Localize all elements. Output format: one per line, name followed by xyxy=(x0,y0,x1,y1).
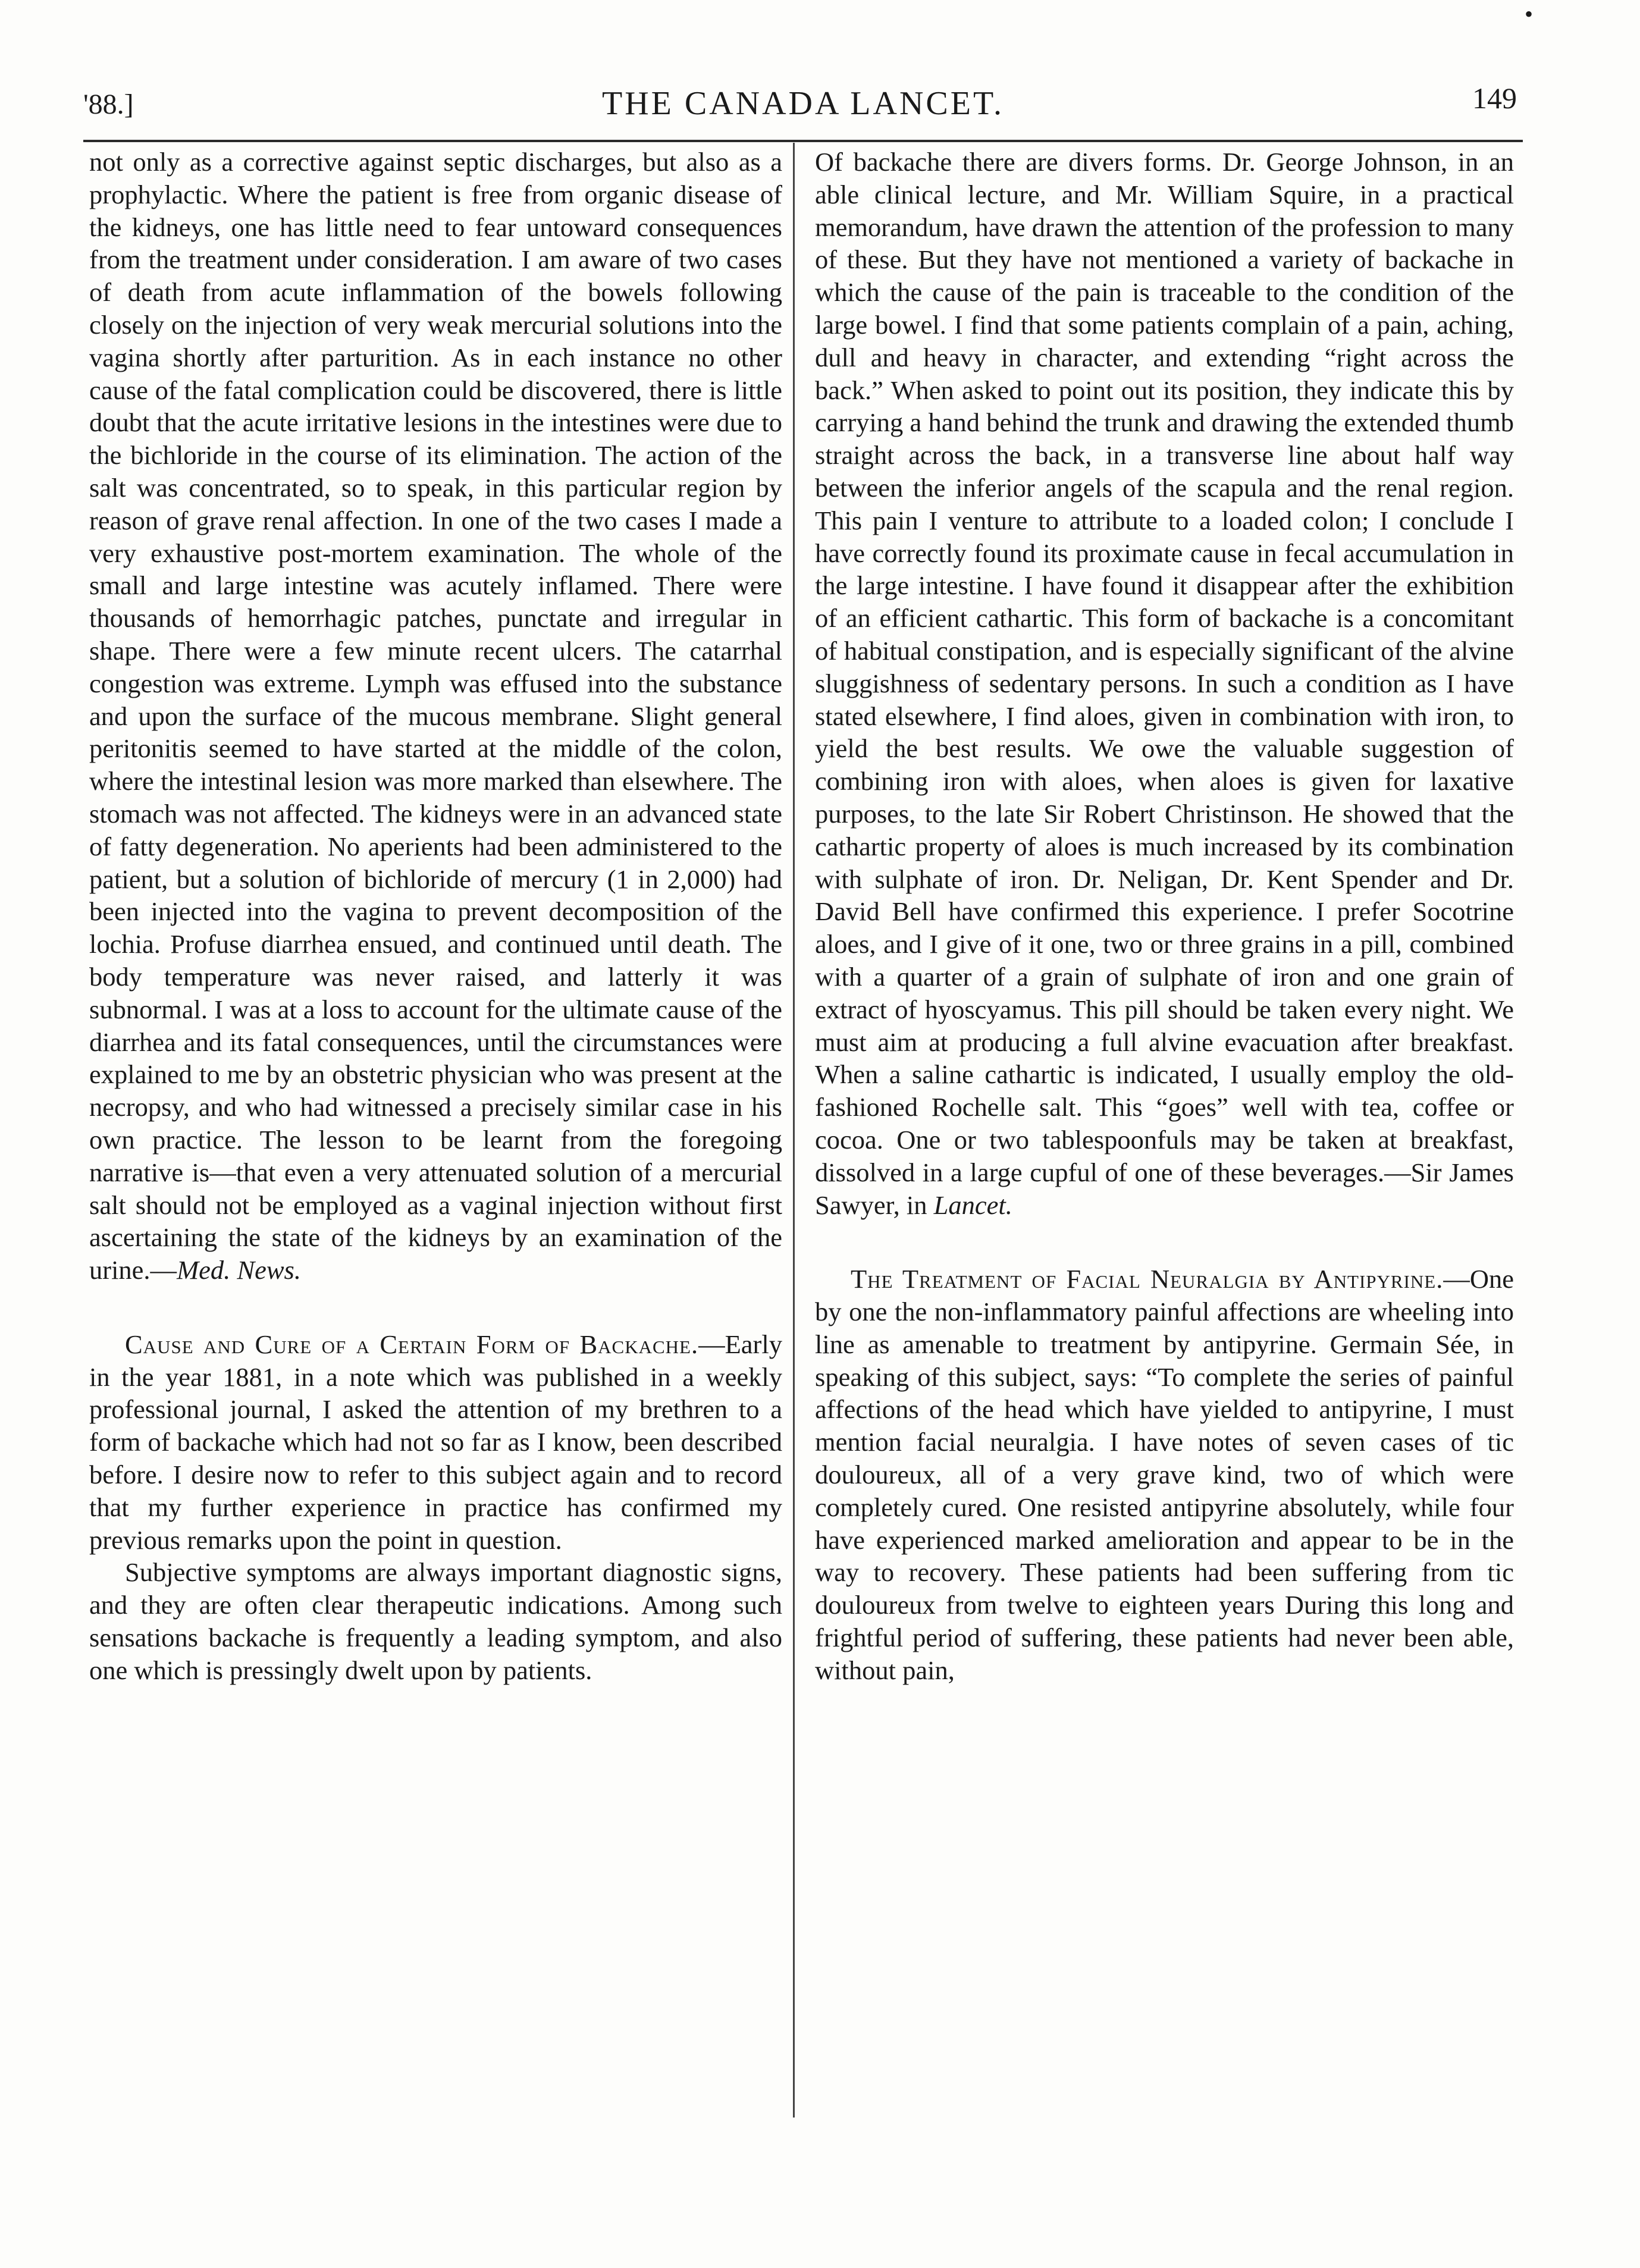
journal-title: THE CANADA LANCET. xyxy=(601,85,1005,122)
corner-mark: • xyxy=(1524,1,1533,27)
right-column xyxy=(815,146,1514,1687)
lancet-citation: Lancet. xyxy=(933,1190,1012,1220)
article-continuation-text: not only as a corrective against septic discharges, but also as a prophylactic. Where the patient is free from organic disease of the kidneys, one has little need to fear untoward consequences from the treatment under consideration. I am aware of two cases of death from acute inflammation of the bowels following closely on the injection of very weak mercurial solutions into the vagina shortly after parturition. As in each instance no other cause of the fatal complication could be discovered, there is little doubt that the acute irritative lesions in the intestines were due to the bichloride in the course of its elimination. The action of the salt was concentrated, so to speak, in this particular region by reason of grave renal affection. In one of the two cases I made a very exhaustive post-mortem examination. The whole of the small and large intestine was acutely inflamed. There were thousands of hemorrhagic patches, punctate and irregular in shape. There were a few minute recent ulcers. The catarrhal congestion was extreme. Lymph was effused into the substance and upon the surface of the mucous membrane. Slight general peritonitis seemed to have started at the middle of the colon, where the intestinal lesion was more marked than elsewhere. The stomach was not affected. The kidneys were in an advanced state of fatty degeneration. No aperients had been administered to the patient, but a solution of bichloride of mercury (1 in 2,000) had been injected into the vagina to prevent decomposition of the lochia. Profuse diarrhea ensued, and continued until death. The body temperature was never raised, and latterly it was subnormal. I was at a loss to account for the ultimate cause of the diarrhea and its fatal consequences, until the circumstances were explained to me by an obstetric physician who was present at the necropsy, and who had witnessed a precisely similar case in his own practice. The lesson to be learnt from the foregoing narrative is—that even a very attenuated solution of a mercurial salt should not be employed as a vaginal injection without first ascertaining the state of the kidneys by an examination of the urine.— xyxy=(89,147,782,1285)
column-divider xyxy=(793,143,795,2118)
backache-article-heading: Cause and Cure of a Certain Form of Backache. xyxy=(125,1329,699,1359)
neuralgia-article xyxy=(815,1263,1514,1686)
backache-continuation-text: Of backache there are divers forms. Dr. George Johnson, in an able clinical lecture, and Mr. William Squire, in a practical memorandum, have drawn the attention of the profession to many of these. But they have not mentioned a variety of backache in which the cause of the pain is traceable to the condition of the large bowel. I find that some patients complain of a pain, aching, dull and heavy in character, and extending “right across the back.” When asked to point out its position, they indicate this by carrying a hand behind the trunk and drawing the extended thumb straight across the back, in a transverse line about half way between the inferior angels of the scapula and the renal region. This pain I venture to attribute to a loaded colon; I conclude I have correctly found its proximate cause in fecal accumulation in the large intestine. I have found it disappear after the exhibition of an efficient cathartic. This form of backache is a concomitant of habitual constipation, and is especially significant of the alvine sluggishness of sedentary persons. In such a condition as I have stated elsewhere, I find aloes, given in combination with iron, to yield the best results. We owe the valuable suggestion of combining iron with aloes, when aloes is given for laxative purposes, to the late Sir Robert Christinson. He showed that the cathartic property of aloes is much increased by its combination with sulphate of iron. Dr. Neligan, Dr. Kent Spender and Dr. David Bell have confirmed this experience. I prefer Socotrine aloes, and I give of it one, two or three grains in a pill, combined with a quarter of a grain of sulphate of iron and one grain of extract of hyoscyamus. This pill should be taken every night. We must aim at producing a full alvine evacuation after breakfast. When a saline cathartic is indicated, I usually employ the old-fashioned Rochelle salt. This “goes” well with tea, coffee or cocoa. One or two tablespoonfuls may be taken at breakfast, dissolved in a large cupful of one of these beverages.—Sir James Sawyer, in xyxy=(815,147,1514,1220)
backache-article-intro xyxy=(89,1328,782,1557)
neuralgia-article-heading: The Treatment of Facial Neuralgia by Antipyrine. xyxy=(851,1264,1444,1294)
page-number: 149 xyxy=(1472,81,1517,115)
backache-article-text: —Early in the year 1881, in a note which was published in a weekly professional journal, I asked the attention of my brethren to a form of backache which had not so far as I know, been described before. I desire now to refer to this subject again and to record that my further experience in practice has confirmed my previous remarks upon the point in question. xyxy=(89,1329,782,1555)
backache-article-paragraph: Subjective symptoms are always important diagnostic signs, and they are often clear therapeutic indications. Among such sensations backache is frequently a leading symptom, and also one which is pressingly dwelt upon by patients. xyxy=(89,1557,782,1685)
header-year: '88.] xyxy=(83,89,134,120)
neuralgia-article-text: —One by one the non-inflammatory painful affections are wheeling into line as amenable to treatment by antipyrine. Germain Sée, in speaking of this subject, says: “To complete the series of painful affections of the head which have yielded to antipyrine, I must mention facial neuralgia. I have notes of seven cases of tic douloureux, all of a very grave kind, two of which were completely cured. One resisted antipyrine absolutely, while four have experienced marked amelioration and appear to be in the way to recovery. These patients had been suffering from tic douloureux from twelve to eighteen years During this long and frightful period of suffering, these patients had never been able, without pain, xyxy=(815,1264,1514,1685)
left-column xyxy=(89,146,782,1687)
backache-article-continuation xyxy=(815,146,1514,1221)
source-citation: Med. News. xyxy=(177,1255,301,1285)
header-rule xyxy=(83,140,1523,142)
article-continuation xyxy=(89,146,782,1287)
page-header xyxy=(83,76,1523,130)
